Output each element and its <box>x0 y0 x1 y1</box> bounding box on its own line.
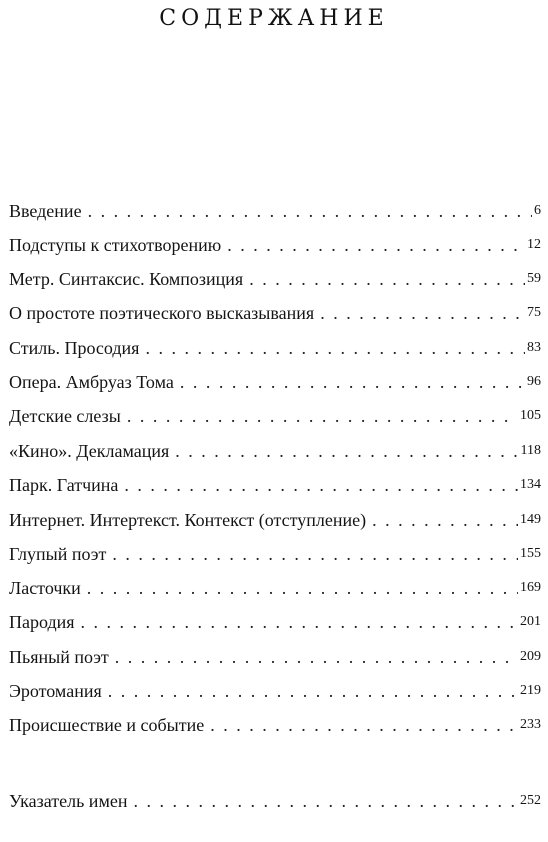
toc-entry-label: «Кино». Декламация <box>9 441 170 461</box>
toc-entry <box>9 710 541 736</box>
toc-entry <box>9 539 541 565</box>
toc-entry-label: Парк. Гатчина <box>9 475 119 495</box>
toc-entry-label: Указатель имен <box>9 791 128 811</box>
toc-entry <box>9 333 541 359</box>
toc-entry <box>9 196 541 222</box>
dot-leader <box>75 611 518 633</box>
dot-leader <box>127 790 518 812</box>
dot-leader <box>82 200 532 222</box>
toc-entry-label: Метр. Синтаксис. Композиция <box>9 269 244 289</box>
toc-entry-page: 6 <box>534 203 541 218</box>
toc-entry-label: Детские слезы <box>9 406 121 426</box>
dot-leader <box>174 371 525 393</box>
toc-entry-label: Пьяный поэт <box>9 647 109 667</box>
toc-entry <box>9 401 541 427</box>
toc-entry <box>9 470 541 496</box>
toc-entry-label: Подступы к стихотворению <box>9 235 222 255</box>
toc-entry <box>9 298 541 324</box>
toc-entry <box>9 436 541 462</box>
toc-entry-page: 252 <box>520 793 541 808</box>
toc-entry-label: Интернет. Интертекст. Контекст (отступление) <box>9 510 367 530</box>
page-title: СОДЕРЖАНИЕ <box>159 6 389 31</box>
dot-leader <box>314 302 525 324</box>
toc-entry-page: 134 <box>520 477 541 492</box>
toc-entry <box>9 573 541 599</box>
dot-leader <box>102 680 518 702</box>
toc-entry-page: 169 <box>520 580 541 595</box>
dot-leader <box>366 509 518 531</box>
toc-entry-page: 105 <box>520 408 541 423</box>
toc-entry <box>9 676 541 702</box>
toc-entry-page: 12 <box>527 237 541 252</box>
dot-leader <box>169 440 518 462</box>
toc-entry-page: 96 <box>527 374 541 389</box>
dot-leader <box>121 405 518 427</box>
toc-entry-page: 118 <box>520 443 541 458</box>
toc-entry <box>9 264 541 290</box>
toc-entry <box>9 642 541 668</box>
toc-entry-page: 75 <box>527 305 541 320</box>
dot-leader <box>106 543 518 565</box>
toc-entry-page: 233 <box>520 717 541 732</box>
toc-entry-page: 201 <box>520 614 541 629</box>
dot-leader <box>81 577 518 599</box>
toc-entry-label: Стиль. Просодия <box>9 338 140 358</box>
toc-entry-label: Введение <box>9 201 82 221</box>
dot-leader <box>221 234 525 256</box>
toc-entry <box>9 607 541 633</box>
toc-entry <box>9 230 541 256</box>
toc-entry-page: 155 <box>520 546 541 561</box>
toc-entry-index <box>9 786 541 812</box>
toc-entry-label: Опера. Амбруаз Тома <box>9 372 174 392</box>
toc-entry-label: Происшествие и событие <box>9 715 205 735</box>
dot-leader <box>243 268 525 290</box>
toc-entry <box>9 505 541 531</box>
toc-entry-page: 219 <box>520 683 541 698</box>
toc-entry-page: 149 <box>520 512 541 527</box>
dot-leader <box>139 337 525 359</box>
toc-entry-page: 209 <box>520 649 541 664</box>
toc-entry-label: Ласточки <box>9 578 81 598</box>
toc-entry-label: О простоте поэтического высказывания <box>9 303 315 323</box>
dot-leader <box>204 714 518 736</box>
toc-entry <box>9 367 541 393</box>
dot-leader <box>118 474 518 496</box>
toc-entry-label: Эротомания <box>9 681 102 701</box>
dot-leader <box>109 646 518 668</box>
toc-entry-label: Пародия <box>9 612 75 632</box>
toc-entry-page: 83 <box>527 340 541 355</box>
toc-entry-page: 59 <box>527 271 541 286</box>
toc-entry-label: Глупый поэт <box>9 544 107 564</box>
